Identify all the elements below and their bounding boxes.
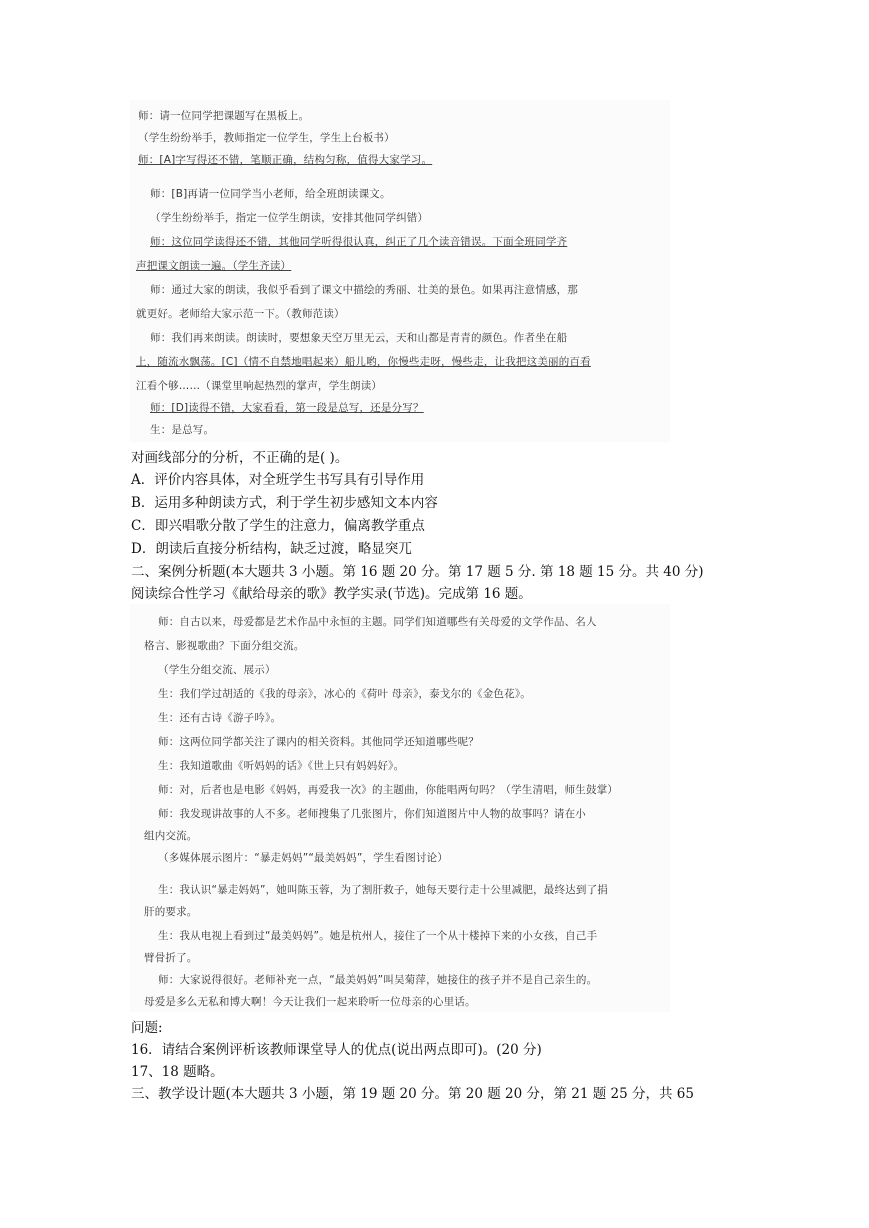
scan-line: 臂骨折了。	[144, 952, 198, 964]
question-17-18: 17、18 题略。	[131, 1064, 224, 1080]
scan-line: 生：我们学过胡适的《我的母亲》，冰心的《荷叶 母亲》，泰戈尔的《金色花》。	[158, 688, 531, 700]
option-d: D．朗读后直接分析结构，缺乏过渡，略显突兀	[131, 541, 412, 557]
scan-line: 师：自古以来，母爱都是艺术作品中永恒的主题。同学们知道哪些有关母爱的文学作品、名人	[158, 616, 597, 628]
scan-line: 师：我发现讲故事的人不多。老师搜集了几张图片，你们知道图片中人物的故事吗？请在小	[158, 808, 586, 820]
scan-line: 母爱是多么无私和博大啊！今天让我们一起来聆听一位母亲的心里话。	[144, 996, 476, 1008]
scan-line: 生：我知道歌曲《听妈妈的话》《世上只有妈妈好》。	[158, 760, 405, 772]
question-16: 16．请结合案例评析该教师课堂导人的优点(说出两点即可)。(20 分)	[131, 1042, 542, 1058]
question-stem: 对画线部分的分析，不正确的是( )。	[131, 450, 349, 466]
scan-line: 生：我认识“暴走妈妈”，她叫陈玉蓉，为了割肝救子，她每天要行走十公里减肥，最终达到了捐	[158, 884, 608, 896]
scanned-excerpt-mother-lesson	[130, 604, 670, 1012]
section-intro: 阅读综合性学习《献给母亲的歌》教学实录(节选)。完成第 16 题。	[131, 586, 532, 602]
scan-line: 生：是总写。	[150, 424, 215, 436]
scan-line: 就更好。老师给大家示范一下。（教师范读）	[136, 308, 345, 320]
scan-line: 师：[B]再请一位同学当小老师，给全班朗读课文。	[150, 188, 391, 200]
scan-line: 师：对，后者也是电影《妈妈，再爱我一次》的主题曲，你能唱两句吗？（学生清唱，师生鼓掌）	[158, 784, 619, 796]
scan-line: 肝的要求。	[144, 906, 198, 918]
section-heading: 三、教学设计题(本大题共 3 小题，第 19 题 20 分。第 20 题 20 分，第 21 题 25 分，共 65	[131, 1086, 694, 1102]
scan-line: （学生分组交流、展示）	[158, 664, 276, 676]
scan-line: 组内交流。	[144, 830, 198, 842]
scan-line: 江看个够……（课堂里响起热烈的掌声，学生朗读）	[136, 380, 383, 392]
scan-line: 生：还有古诗《游子吟》。	[158, 712, 282, 724]
scan-line: 格言、影视歌曲？下面分组交流。	[144, 640, 305, 652]
scan-line-underlined-c: 上，随流水飘荡。[C]（情不自禁地唱起来）船儿哟，你慢些走呀，慢些走，让我把这美丽的百看	[136, 356, 591, 368]
scan-line: 师：大家说得很好。老师补充一点，“最美妈妈”叫吴菊萍，她接住的孩子并不是自己亲生的。	[158, 974, 598, 986]
scan-line: （学生纷纷举手，指定一位学生朗读，安排其他同学纠错）	[150, 212, 429, 224]
option-c: C．即兴唱歌分散了学生的注意力，偏离教学重点	[131, 518, 425, 534]
section-heading: 二、案例分析题(本大题共 3 小题。第 16 题 20 分。第 17 题 5 分. 第 18 题 15 分。共 40 分)	[131, 564, 704, 580]
scan-line: 师：通过大家的朗读，我似乎看到了课文中描绘的秀丽、壮美的景色。如果再注意情感，那	[150, 284, 578, 296]
option-a: A．评价内容具体，对全班学生书写具有引导作用	[131, 472, 425, 488]
scan-line: 师：我们再来朗读。朗读时，要想象天空万里无云，天和山都是青青的颜色。作者坐在船	[150, 332, 568, 344]
scan-line: （多媒体展示图片：“暴走妈妈”“最美妈妈”，学生看图讨论）	[158, 852, 449, 864]
scan-line: 生：我从电视上看到过“最美妈妈”。她是杭州人，接住了一个从十楼掉下来的小女孩，自己手	[158, 930, 598, 942]
questions-label: 问题:	[131, 1020, 163, 1036]
scan-line: 师：这两位同学都关注了课内的相关资料。其他同学还知道哪些呢？	[158, 736, 479, 748]
scan-line-underlined: 声把课文朗读一遍。（学生齐读）	[136, 260, 292, 272]
scan-line: 师：请一位同学把课题写在黑板上。	[138, 110, 310, 122]
scan-line: （学生纷纷举手，教师指定一位学生，学生上台板书）	[138, 132, 395, 144]
option-b: B．运用多种朗读方式，利于学生初步感知文本内容	[131, 495, 438, 511]
scan-line-underlined-a: 师：[A]字写得还不错，笔顺正确，结构匀称，值得大家学习。	[138, 154, 433, 166]
scanned-excerpt-lesson-record	[130, 100, 670, 442]
scan-line-underlined: 师：这位同学读得还不错，其他同学听得很认真，纠正了几个读音错误。下面全班同学齐	[150, 236, 568, 248]
scan-line-underlined-d: 师：[D]读得不错，大家看看，第一段是总写，还是分写？	[150, 402, 424, 414]
